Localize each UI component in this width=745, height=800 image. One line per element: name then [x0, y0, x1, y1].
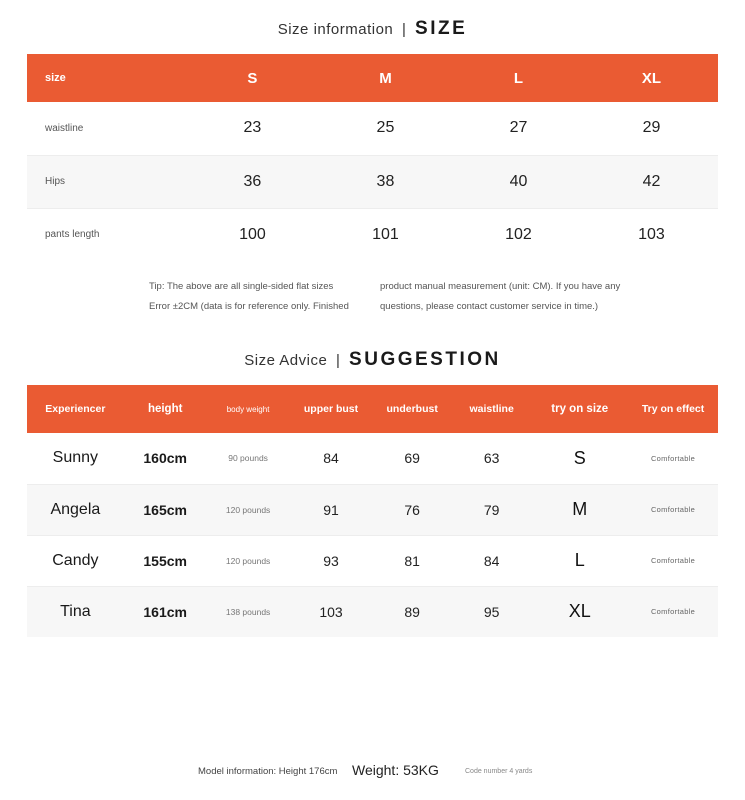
footer-code-note: Code number 4 yards: [465, 768, 533, 775]
advice-table-head: [27, 385, 718, 433]
advice-cell-name-1: Sunny: [27, 433, 124, 484]
size-cell-hips-s: 36: [186, 155, 319, 208]
size-tip-right-line2: questions, please contact customer service in time.): [380, 301, 599, 312]
size-tip-left-line1: Tip: The above are all single-sided flat sizes: [149, 281, 334, 292]
size-tip-right-column: [380, 277, 630, 317]
size-cell-waistline-s: 23: [186, 102, 319, 155]
size-tip-left-line2: Error ±2CM (data is for reference only. Finished: [149, 301, 349, 312]
advice-title-lead: Size Advice: [244, 352, 328, 369]
size-cell-pants-length-m: 101: [372, 225, 399, 243]
advice-table-container: [27, 385, 718, 637]
advice-header-try-on-effect: Try on effect: [641, 403, 705, 415]
advice-header-height: height: [147, 403, 183, 415]
advice-title-divider: |: [335, 352, 341, 369]
size-table-body: [27, 102, 718, 261]
size-section-title: [0, 18, 745, 40]
size-row-label-waistline: waistline: [27, 102, 186, 155]
table-row: [27, 155, 718, 208]
size-tip-left-column: [149, 277, 389, 317]
size-cell-hips-xl: 42: [585, 155, 718, 208]
size-title-divider: |: [401, 21, 407, 38]
size-header-s: S: [247, 69, 258, 87]
advice-cell-height-4: 161cm: [143, 603, 187, 620]
table-row: [27, 433, 718, 484]
advice-header-try-on-size: try on size: [551, 403, 609, 415]
advice-cell-name-3: Candy: [27, 535, 124, 586]
advice-table-body: [27, 433, 718, 637]
advice-cell-underbust-3: 81: [372, 535, 451, 586]
size-header-l: L: [513, 69, 524, 87]
advice-table-header-row: [27, 385, 718, 433]
size-header-m: M: [379, 69, 392, 87]
table-row: [27, 102, 718, 155]
size-row-label-hips: Hips: [27, 155, 186, 208]
advice-cell-upper-bust-1: 84: [290, 433, 373, 484]
footer-model-info: [0, 762, 745, 784]
advice-header-body-weight: body weight: [226, 404, 270, 414]
advice-cell-upper-bust-3: 93: [290, 535, 373, 586]
advice-header-waistline: waistline: [469, 403, 514, 415]
advice-cell-waistline-3: 84: [452, 535, 531, 586]
size-row-label-pants-length: pants length: [45, 229, 100, 241]
size-header-size: size: [45, 72, 66, 84]
advice-cell-weight-1: 90 pounds: [207, 433, 290, 484]
advice-cell-size-3: L: [531, 535, 628, 586]
size-table-container: [27, 54, 718, 261]
advice-cell-upper-bust-4: 103: [319, 603, 343, 620]
advice-cell-effect-3: Comfortable: [628, 535, 718, 586]
size-tip-right-line1: product manual measurement (unit: CM). If you have any: [380, 281, 621, 292]
advice-cell-height-2: 165cm: [124, 484, 207, 535]
size-cell-waistline-l: 27: [452, 102, 585, 155]
footer-model-weight: Weight: 53KG: [352, 762, 439, 778]
advice-cell-height-3: 155cm: [124, 535, 207, 586]
advice-cell-waistline-2: 79: [452, 484, 531, 535]
advice-cell-weight-2: 120 pounds: [207, 484, 290, 535]
advice-cell-waistline-1: 63: [452, 433, 531, 484]
advice-table: [27, 385, 718, 637]
size-cell-waistline-m: 25: [319, 102, 452, 155]
size-title-big: SIZE: [415, 18, 468, 39]
advice-cell-underbust-1: 69: [372, 433, 451, 484]
advice-cell-weight-4: 138 pounds: [225, 606, 271, 617]
advice-header-upper-bust: upper bust: [303, 403, 359, 415]
advice-cell-waistline-4: 95: [483, 603, 500, 620]
size-tip-block: [27, 277, 718, 325]
advice-cell-size-1: S: [531, 433, 628, 484]
advice-cell-size-2: M: [531, 484, 628, 535]
advice-cell-height-1: 160cm: [124, 433, 207, 484]
table-row: [27, 208, 718, 261]
advice-cell-name-4: Tina: [60, 602, 91, 620]
size-cell-pants-length-s: 100: [239, 225, 266, 243]
footer-model-height: Model information: Height 176cm: [198, 766, 338, 777]
size-cell-hips-l: 40: [452, 155, 585, 208]
table-row: [27, 535, 718, 586]
advice-cell-underbust-4: 89: [404, 603, 420, 620]
table-row: [27, 484, 718, 535]
advice-cell-effect-4: Comfortable: [650, 607, 696, 617]
size-cell-waistline-xl: 29: [585, 102, 718, 155]
size-cell-pants-length-l: 102: [505, 225, 532, 243]
table-row: [27, 586, 718, 637]
advice-cell-effect-1: Comfortable: [628, 433, 718, 484]
size-cell-pants-length-xl: 103: [638, 225, 665, 243]
advice-header-experiencer: Experiencer: [45, 403, 106, 415]
advice-cell-size-4: XL: [568, 601, 591, 622]
advice-cell-weight-3: 120 pounds: [207, 535, 290, 586]
size-table-header-row: [27, 54, 718, 102]
advice-cell-underbust-2: 76: [372, 484, 451, 535]
advice-cell-name-2: Angela: [27, 484, 124, 535]
advice-cell-effect-2: Comfortable: [628, 484, 718, 535]
size-header-xl: XL: [641, 69, 662, 87]
advice-section-title: [0, 349, 745, 371]
advice-title-big: SUGGESTION: [349, 349, 501, 370]
size-title-lead: Size information: [277, 21, 394, 38]
advice-cell-upper-bust-2: 91: [290, 484, 373, 535]
advice-header-underbust: underbust: [386, 403, 438, 415]
size-table-head: [27, 54, 718, 102]
size-cell-hips-m: 38: [319, 155, 452, 208]
size-table: [27, 54, 718, 261]
